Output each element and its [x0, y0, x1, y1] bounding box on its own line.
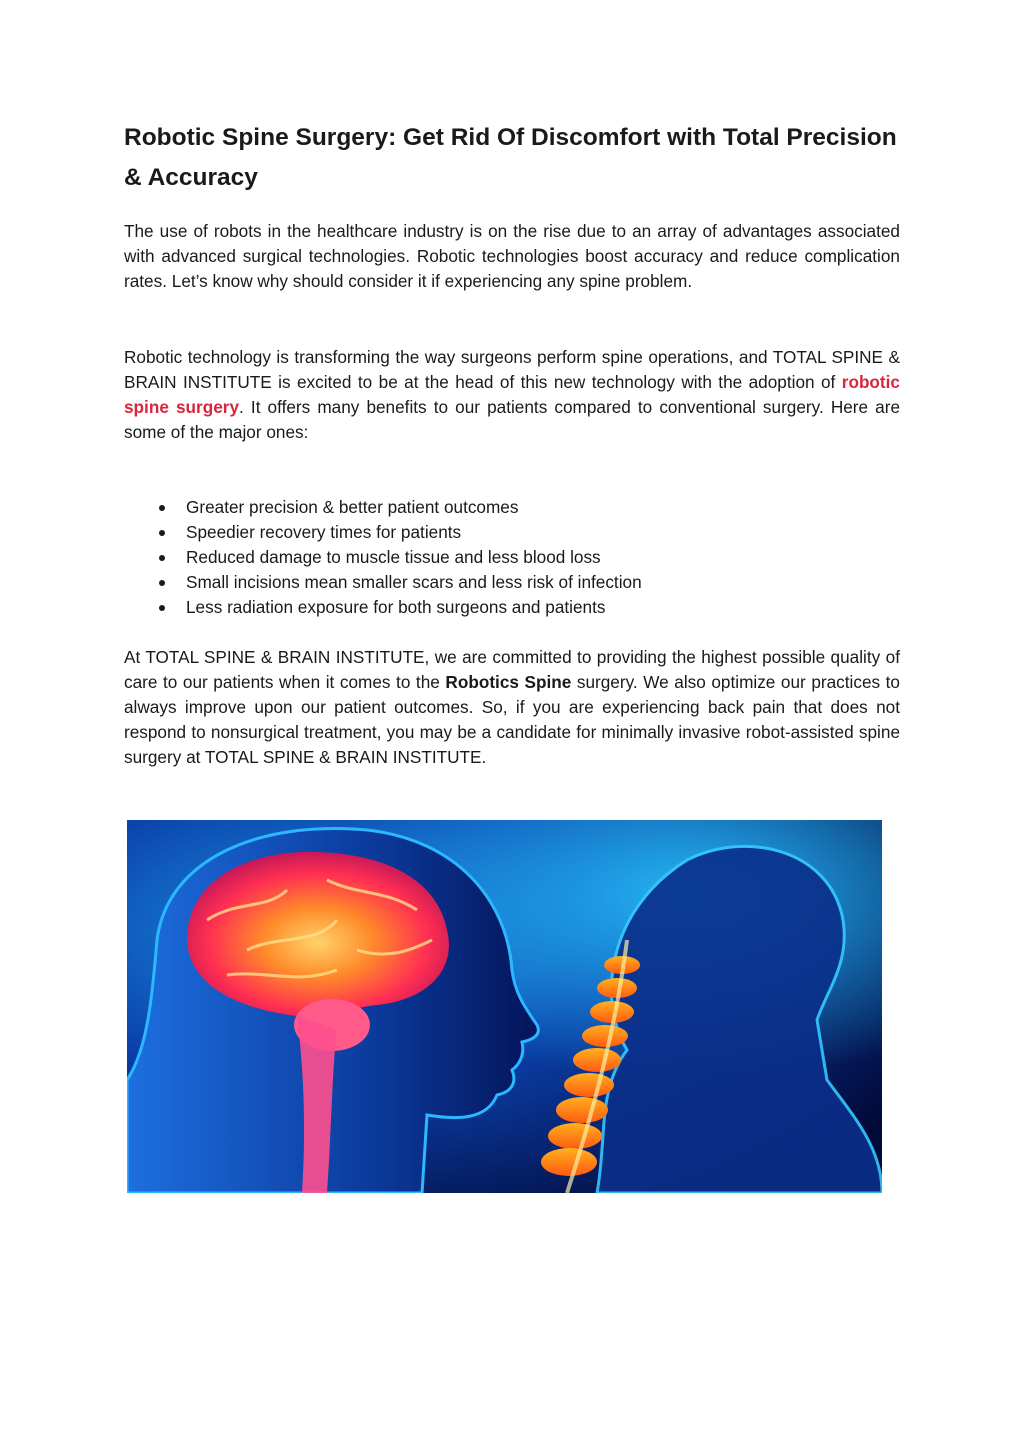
technology-paragraph-text: Robotic technology is transforming the way surgeons perform spine operations, and TOTAL SPINE & BRAIN INSTITUTE is excited to be at the head of this new technology with the adoption of [124, 347, 900, 392]
bullet-icon [159, 505, 165, 511]
benefit-text: Less radiation exposure for both surgeons and patients [186, 597, 606, 617]
robotics-spine-emphasis: Robotics Spine [445, 672, 572, 692]
commitment-paragraph-text: At TOTAL SPINE & BRAIN INSTITUTE, we are committed to providing the highest possible quality of care to our patients when it comes to the [124, 647, 900, 692]
technology-paragraph [124, 345, 900, 445]
benefit-text: Small incisions mean smaller scars and less risk of infection [186, 572, 642, 592]
benefit-text: Speedier recovery times for patients [186, 522, 462, 542]
list-item [124, 570, 642, 595]
benefit-text: Greater precision & better patient outcomes [186, 497, 519, 517]
bullet-icon [159, 605, 165, 611]
article-title: Robotic Spine Surgery: Get Rid Of Discomfort with Total Precision & Accuracy [124, 124, 897, 191]
list-item [124, 545, 642, 570]
intro-paragraph: The use of robots in the healthcare industry is on the rise due to an array of advantages associated with advanced surgical technologies. Robotic technologies boost accuracy and reduce complication rates. Let’s know why should consider it if experiencing any spine problem. [124, 221, 900, 291]
benefit-text: Reduced damage to muscle tissue and less blood loss [186, 547, 601, 567]
list-item [124, 495, 642, 520]
bullet-icon [159, 555, 165, 561]
benefits-list [124, 495, 642, 620]
robotic-spine-surgery-link[interactable]: robotic spine surgery [124, 372, 900, 417]
list-item [124, 520, 642, 545]
bullet-icon [159, 580, 165, 586]
commitment-paragraph-text-end: surgery. We also optimize our practices to always improve upon our patient outcomes. So, if you are experiencing back pain that does not respond to nonsurgical treatment, you may be a candidate for minimally invasive robot-assisted spine surgery at TOTAL SPINE & BRAIN INSTITUTE. [124, 672, 900, 767]
bullet-icon [159, 530, 165, 536]
commitment-paragraph [124, 645, 900, 770]
brain-spine-illustration [127, 820, 882, 1193]
technology-paragraph-text-end: . It offers many benefits to our patients compared to conventional surgery. Here are some of the major ones: [124, 397, 901, 442]
list-item [124, 595, 642, 620]
